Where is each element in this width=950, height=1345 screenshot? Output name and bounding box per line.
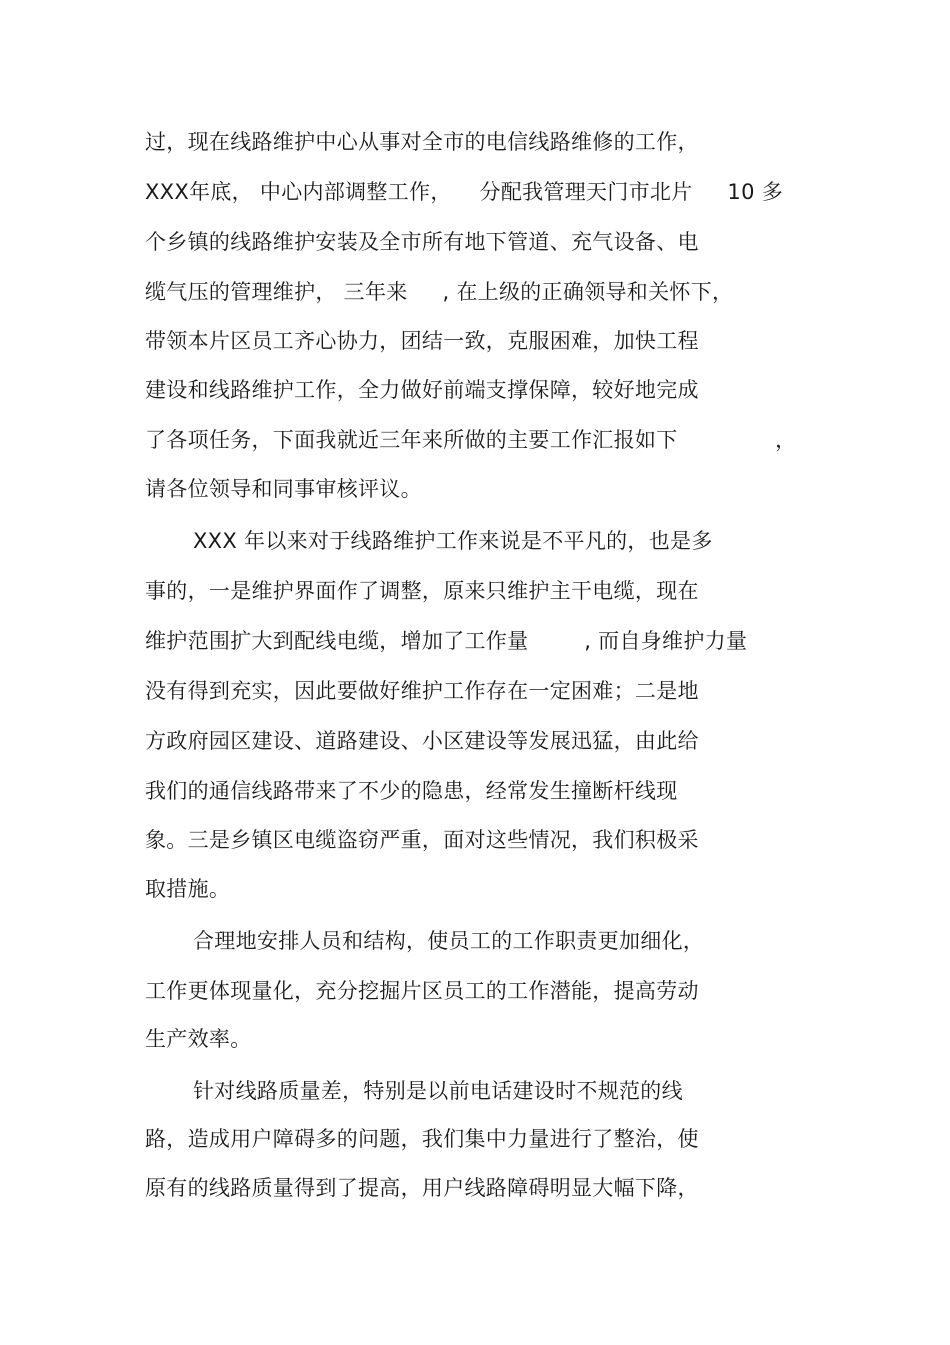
- paragraph-2-line-7: 象。三是乡镇区电缆盗窃严重，面对这些情况，我们积极采: [145, 828, 699, 852]
- paragraph-2-line-6: 我们的通信线路带来了不少的隐患，经常发生撞断杆线现: [145, 779, 678, 803]
- paragraph-1-line-3: 个乡镇的线路维护安装及全市所有地下管道、充气设备、电: [145, 230, 699, 254]
- paragraph-1-line-5: 带领本片区员工齐心协力，团结一致，克服困难，加快工程: [145, 329, 699, 353]
- paragraph-4-line-1: 针对线路质量差，特别是以前电话建设时不规范的线: [193, 1079, 683, 1103]
- paragraph-1-line-1: 过，现在线路维护中心从事对全市的电信线路维修的工作，: [145, 130, 699, 154]
- paragraph-4-line-2: 路，造成用户障碍多的问题，我们集中力量进行了整治，使: [145, 1127, 699, 1151]
- paragraph-1-line-4: 缆气压的管理维护， 三年来 , 在上级的正确领导和关怀下，: [145, 280, 734, 304]
- paragraph-3-line-2: 工作更体现量化，充分挖掘片区员工的工作潜能，提高劳动: [145, 979, 699, 1003]
- paragraph-2-line-3: 维护范围扩大到配线电缆，增加了工作量 , 而自身维护力量: [145, 629, 748, 653]
- paragraph-2-line-2: 事的，一是维护界面作了调整，原来只维护主干电缆，现在: [145, 579, 699, 603]
- paragraph-4-line-3: 原有的线路质量得到了提高，用户线路障碍明显大幅下降，: [145, 1176, 699, 1200]
- paragraph-1-line-6: 建设和线路维护工作，全力做好前端支撑保障，较好地完成: [145, 378, 699, 402]
- paragraph-1-line-7: 了各项任务，下面我就近三年来所做的主要工作汇报如下 ，: [145, 428, 797, 452]
- paragraph-1-line-8: 请各位领导和同事审核评议。: [145, 477, 422, 501]
- paragraph-2-line-8: 取措施。: [145, 877, 231, 901]
- paragraph-3-line-1: 合理地安排人员和结构，使员工的工作职责更加细化，: [193, 929, 705, 953]
- paragraph-3-line-3: 生产效率。: [145, 1027, 252, 1051]
- paragraph-2-line-1: XXX 年以来对于线路维护工作来说是不平凡的，也是多: [193, 529, 713, 553]
- paragraph-1-line-2: XXX年底， 中心内部调整工作， 分配我管理天门市北片 10 多: [145, 180, 784, 204]
- paragraph-2-line-4: 没有得到充实，因此要做好维护工作存在一定困难；二是地: [145, 679, 699, 703]
- paragraph-2-line-5: 方政府园区建设、道路建设、小区建设等发展迅猛，由此给: [145, 729, 699, 753]
